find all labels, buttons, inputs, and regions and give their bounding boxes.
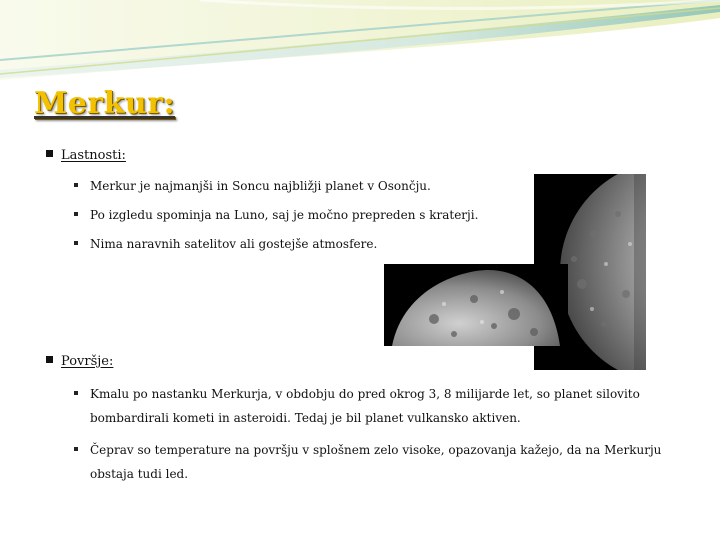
list-item: Po izgledu spominja na Luno, saj je močno prepreden s kraterji. xyxy=(74,203,478,227)
list-item: Kmalu po nastanku Merkurja, v obdobju do pred okrog 3, 8 milijarde let, so planet silovito bombardirali kometi in asteroidi. Tedaj je bil planet vulkansko aktiven. xyxy=(74,382,640,430)
bullet-icon xyxy=(74,183,78,187)
slide-title: Merkur: xyxy=(34,86,176,121)
bullet-icon xyxy=(74,391,78,395)
mercury-surface-photo xyxy=(384,264,568,346)
list-item: Čeprav so temperature na površju v splošnem zelo visoke, opazovanja kažejo, da na Merkurju obstaja tudi led. xyxy=(74,438,661,486)
list-item: Merkur je najmanjši in Soncu najbližji planet v Osončju. xyxy=(74,174,431,198)
square-bullet-icon xyxy=(46,356,53,363)
bullet-icon xyxy=(74,212,78,216)
square-bullet-icon xyxy=(46,150,53,157)
bullet-icon xyxy=(74,447,78,451)
bullet-icon xyxy=(74,241,78,245)
section-heading-lastnosti: Lastnosti: xyxy=(46,148,126,163)
list-item: Nima naravnih satelitov ali gostejše atmosfere. xyxy=(74,232,377,256)
section-heading-povrsje: Površje: xyxy=(46,354,113,369)
